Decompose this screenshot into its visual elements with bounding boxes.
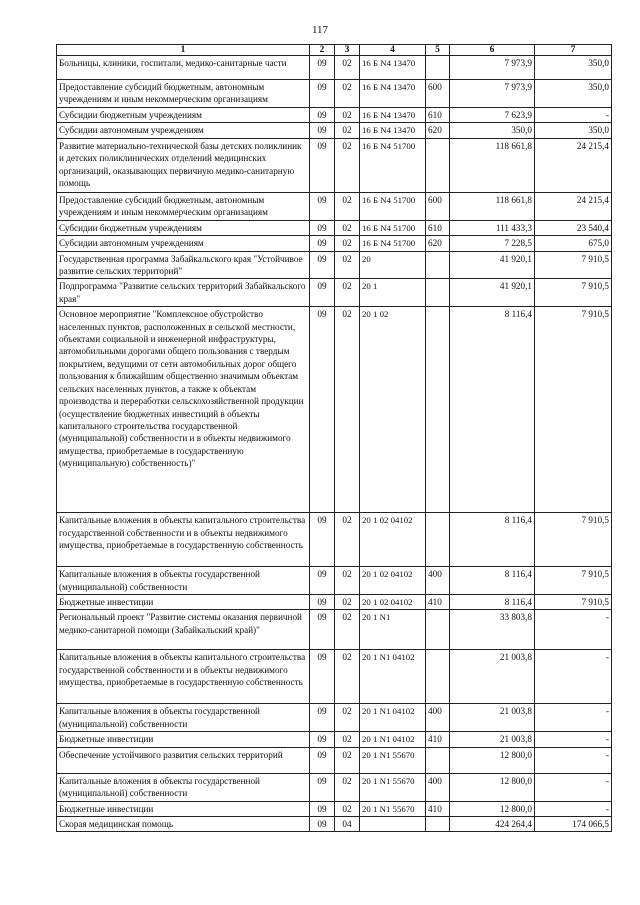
row-subsection-cell: 02 bbox=[335, 236, 360, 251]
row-expense-type-cell: 610 bbox=[426, 220, 450, 235]
row-subsection-cell: 02 bbox=[335, 595, 360, 610]
row-subsection-cell: 02 bbox=[335, 279, 360, 307]
row-subsection-cell: 02 bbox=[335, 801, 360, 816]
table-row bbox=[57, 567, 612, 595]
row-amount-cell: 8 116,4 bbox=[450, 513, 535, 567]
table-row bbox=[57, 108, 612, 123]
row-amount-cell: 12 800,0 bbox=[450, 747, 535, 773]
row-amount-federal-cell: 7 910,5 bbox=[535, 251, 612, 279]
row-section-cell: 09 bbox=[310, 279, 335, 307]
row-amount-cell: 21 003,8 bbox=[450, 732, 535, 747]
row-subsection-cell: 02 bbox=[335, 567, 360, 595]
table-row bbox=[57, 56, 612, 80]
table-row bbox=[57, 192, 612, 220]
row-amount-cell: 8 116,4 bbox=[450, 595, 535, 610]
row-target-article-cell: 20 1 N1 55670 bbox=[360, 773, 426, 801]
page-number: 117 bbox=[311, 24, 329, 36]
row-name-cell: Бюджетные инвестиции bbox=[57, 732, 310, 747]
row-subsection-cell: 02 bbox=[335, 80, 360, 108]
row-section-cell: 09 bbox=[310, 747, 335, 773]
row-target-article-cell: 20 1 02 04102 bbox=[360, 567, 426, 595]
row-subsection-cell: 02 bbox=[335, 307, 360, 513]
row-expense-type-cell: 600 bbox=[426, 192, 450, 220]
header-col-target-article: 4 bbox=[360, 45, 426, 56]
row-section-cell: 09 bbox=[310, 732, 335, 747]
row-amount-federal-cell: - bbox=[535, 747, 612, 773]
row-section-cell: 09 bbox=[310, 236, 335, 251]
row-subsection-cell: 02 bbox=[335, 650, 360, 704]
row-amount-federal-cell: - bbox=[535, 773, 612, 801]
row-name-cell: Основное мероприятие "Комплексное обустройство населенных пунктов, расположенных в сельской местности, объектами социальной и инженерной инфраструктуры, автомобильными дорогами общего пользования с твердым покрытием, ведущими от сети автомобильных дорог общего пользования к ближайшим общественно значимым объектам сельских населенных пунктов, а также к объектам производства и переработки сельскохозяйственной продукции (осуществление бюджетных инвестиций в объекты капитального строительства государственной (муниципальной) собственности и в объекты недвижимого имущества, приобретаемые в государственную (муниципальную) собственность)" bbox=[57, 307, 310, 513]
row-amount-cell: 33 803,8 bbox=[450, 610, 535, 650]
table-row bbox=[57, 816, 612, 831]
row-name-cell: Региональный проект "Развитие системы оказания первичной медико-санитарной помощи (Забайкальский край)" bbox=[57, 610, 310, 650]
row-section-cell: 09 bbox=[310, 650, 335, 704]
row-name-cell: Субсидии автономным учреждениям bbox=[57, 123, 310, 138]
row-amount-cell: 7 973,9 bbox=[450, 80, 535, 108]
row-amount-cell: 41 920,1 bbox=[450, 251, 535, 279]
row-expense-type-cell: 410 bbox=[426, 732, 450, 747]
header-col-section: 2 bbox=[310, 45, 335, 56]
row-target-article-cell: 20 1 N1 04102 bbox=[360, 704, 426, 732]
row-amount-cell: 7 623,9 bbox=[450, 108, 535, 123]
row-section-cell: 09 bbox=[310, 123, 335, 138]
header-col-amount-federal: 7 bbox=[535, 45, 612, 56]
row-target-article-cell: 20 1 02 bbox=[360, 307, 426, 513]
row-target-article-cell: 20 1 N1 04102 bbox=[360, 650, 426, 704]
row-target-article-cell: 16 Б N4 51700 bbox=[360, 220, 426, 235]
row-amount-federal-cell: - bbox=[535, 801, 612, 816]
row-name-cell: Капитальные вложения в объекты государственной (муниципальной) собственности bbox=[57, 567, 310, 595]
header-col-expense-type: 5 bbox=[426, 45, 450, 56]
row-section-cell: 09 bbox=[310, 595, 335, 610]
row-amount-federal-cell: 174 066,5 bbox=[535, 816, 612, 831]
row-expense-type-cell bbox=[426, 650, 450, 704]
row-section-cell: 09 bbox=[310, 251, 335, 279]
row-expense-type-cell bbox=[426, 307, 450, 513]
row-amount-federal-cell: 350,0 bbox=[535, 56, 612, 80]
row-expense-type-cell: 410 bbox=[426, 595, 450, 610]
row-name-cell: Капитальные вложения в объекты капитального строительства государственной собственности и в объекты недвижимого имущества, приобретаемые в государственную собственность bbox=[57, 650, 310, 704]
table-row bbox=[57, 704, 612, 732]
row-amount-federal-cell: 7 910,5 bbox=[535, 567, 612, 595]
row-name-cell: Развитие материально-технической базы детских поликлиник и детских поликлинических отделений медицинских организаций, оказывающих первичную медико-санитарную помощь bbox=[57, 138, 310, 192]
row-section-cell: 09 bbox=[310, 192, 335, 220]
row-subsection-cell: 02 bbox=[335, 220, 360, 235]
row-name-cell: Обеспечение устойчивого развития сельских территорий bbox=[57, 747, 310, 773]
row-target-article-cell: 20 1 bbox=[360, 279, 426, 307]
row-subsection-cell: 02 bbox=[335, 251, 360, 279]
row-subsection-cell: 02 bbox=[335, 123, 360, 138]
row-section-cell: 09 bbox=[310, 567, 335, 595]
row-subsection-cell: 02 bbox=[335, 773, 360, 801]
row-subsection-cell: 04 bbox=[335, 816, 360, 831]
row-subsection-cell: 02 bbox=[335, 610, 360, 650]
row-section-cell: 09 bbox=[310, 816, 335, 831]
row-name-cell: Предоставление субсидий бюджетным, автономным учреждениям и иным некоммерческим организациям bbox=[57, 80, 310, 108]
row-expense-type-cell: 400 bbox=[426, 567, 450, 595]
row-amount-federal-cell: 350,0 bbox=[535, 80, 612, 108]
table-row bbox=[57, 138, 612, 192]
row-amount-federal-cell: - bbox=[535, 610, 612, 650]
budget-table bbox=[56, 44, 612, 832]
row-target-article-cell: 16 Б N4 13470 bbox=[360, 56, 426, 80]
row-name-cell: Капитальные вложения в объекты капитального строительства государственной собственности и в объекты недвижимого имущества, приобретаемые в государственную собственность bbox=[57, 513, 310, 567]
row-name-cell: Субсидии бюджетным учреждениям bbox=[57, 108, 310, 123]
header-col-subsection: 3 bbox=[335, 45, 360, 56]
row-section-cell: 09 bbox=[310, 513, 335, 567]
row-amount-cell: 350,0 bbox=[450, 123, 535, 138]
table-row bbox=[57, 650, 612, 704]
row-section-cell: 09 bbox=[310, 220, 335, 235]
row-target-article-cell: 20 bbox=[360, 251, 426, 279]
row-expense-type-cell: 400 bbox=[426, 773, 450, 801]
row-target-article-cell bbox=[360, 816, 426, 831]
row-section-cell: 09 bbox=[310, 80, 335, 108]
row-target-article-cell: 20 1 N1 55670 bbox=[360, 801, 426, 816]
row-amount-federal-cell: - bbox=[535, 732, 612, 747]
row-amount-cell: 8 116,4 bbox=[450, 307, 535, 513]
row-expense-type-cell bbox=[426, 56, 450, 80]
row-target-article-cell: 16 Б N4 13470 bbox=[360, 80, 426, 108]
row-expense-type-cell bbox=[426, 816, 450, 831]
row-target-article-cell: 20 1 02 04102 bbox=[360, 513, 426, 567]
row-target-article-cell: 20 1 N1 04102 bbox=[360, 732, 426, 747]
table-row bbox=[57, 123, 612, 138]
table-row bbox=[57, 773, 612, 801]
row-target-article-cell: 20 1 N1 bbox=[360, 610, 426, 650]
row-expense-type-cell: 410 bbox=[426, 801, 450, 816]
row-amount-cell: 21 003,8 bbox=[450, 704, 535, 732]
table-row bbox=[57, 513, 612, 567]
row-amount-federal-cell: - bbox=[535, 650, 612, 704]
row-subsection-cell: 02 bbox=[335, 732, 360, 747]
table-row bbox=[57, 307, 612, 513]
row-name-cell: Больницы, клиники, госпитали, медико-санитарные части bbox=[57, 56, 310, 80]
row-name-cell: Капитальные вложения в объекты государственной (муниципальной) собственности bbox=[57, 773, 310, 801]
row-subsection-cell: 02 bbox=[335, 192, 360, 220]
table-row bbox=[57, 747, 612, 773]
row-name-cell: Предоставление субсидий бюджетным, автономным учреждениям и иным некоммерческим организациям bbox=[57, 192, 310, 220]
row-amount-cell: 41 920,1 bbox=[450, 279, 535, 307]
row-expense-type-cell bbox=[426, 747, 450, 773]
row-amount-federal-cell: 350,0 bbox=[535, 123, 612, 138]
row-name-cell: Субсидии бюджетным учреждениям bbox=[57, 220, 310, 235]
row-target-article-cell: 16 Б N4 51700 bbox=[360, 236, 426, 251]
row-amount-federal-cell: 7 910,5 bbox=[535, 307, 612, 513]
row-amount-cell: 424 264,4 bbox=[450, 816, 535, 831]
table-row bbox=[57, 610, 612, 650]
row-expense-type-cell: 610 bbox=[426, 108, 450, 123]
row-target-article-cell: 20 1 02 04102 bbox=[360, 595, 426, 610]
row-target-article-cell: 16 Б N4 13470 bbox=[360, 123, 426, 138]
row-expense-type-cell bbox=[426, 279, 450, 307]
row-amount-federal-cell: 675,0 bbox=[535, 236, 612, 251]
table-row bbox=[57, 595, 612, 610]
row-target-article-cell: 16 Б N4 13470 bbox=[360, 108, 426, 123]
row-subsection-cell: 02 bbox=[335, 747, 360, 773]
row-section-cell: 09 bbox=[310, 307, 335, 513]
row-amount-federal-cell: 24 215,4 bbox=[535, 192, 612, 220]
row-expense-type-cell bbox=[426, 610, 450, 650]
row-name-cell: Государственная программа Забайкальского края "Устойчивое развитие сельских территорий" bbox=[57, 251, 310, 279]
row-section-cell: 09 bbox=[310, 704, 335, 732]
table-row bbox=[57, 279, 612, 307]
row-amount-federal-cell: - bbox=[535, 108, 612, 123]
row-name-cell: Капитальные вложения в объекты государственной (муниципальной) собственности bbox=[57, 704, 310, 732]
row-amount-cell: 111 433,3 bbox=[450, 220, 535, 235]
header-row bbox=[57, 45, 612, 56]
row-amount-federal-cell: 7 910,5 bbox=[535, 513, 612, 567]
row-amount-cell: 118 661,8 bbox=[450, 138, 535, 192]
row-subsection-cell: 02 bbox=[335, 513, 360, 567]
table-row bbox=[57, 801, 612, 816]
row-section-cell: 09 bbox=[310, 138, 335, 192]
row-section-cell: 09 bbox=[310, 773, 335, 801]
row-subsection-cell: 02 bbox=[335, 138, 360, 192]
row-name-cell: Бюджетные инвестиции bbox=[57, 595, 310, 610]
row-subsection-cell: 02 bbox=[335, 56, 360, 80]
row-expense-type-cell bbox=[426, 251, 450, 279]
row-expense-type-cell: 600 bbox=[426, 80, 450, 108]
table-row bbox=[57, 251, 612, 279]
row-target-article-cell: 16 Б N4 51700 bbox=[360, 192, 426, 220]
row-amount-cell: 12 800,0 bbox=[450, 801, 535, 816]
row-amount-federal-cell: 23 540,4 bbox=[535, 220, 612, 235]
row-name-cell: Субсидии автономным учреждениям bbox=[57, 236, 310, 251]
table-row bbox=[57, 80, 612, 108]
row-section-cell: 09 bbox=[310, 610, 335, 650]
row-expense-type-cell bbox=[426, 513, 450, 567]
row-expense-type-cell: 620 bbox=[426, 236, 450, 251]
row-name-cell: Скорая медицинская помощь bbox=[57, 816, 310, 831]
row-subsection-cell: 02 bbox=[335, 704, 360, 732]
row-amount-cell: 21 003,8 bbox=[450, 650, 535, 704]
table-row bbox=[57, 732, 612, 747]
table-row bbox=[57, 220, 612, 235]
row-expense-type-cell: 620 bbox=[426, 123, 450, 138]
row-section-cell: 09 bbox=[310, 801, 335, 816]
row-expense-type-cell bbox=[426, 138, 450, 192]
row-name-cell: Подпрограмма "Развитие сельских территорий Забайкальского края" bbox=[57, 279, 310, 307]
row-amount-federal-cell: 7 910,5 bbox=[535, 595, 612, 610]
row-amount-cell: 12 800,0 bbox=[450, 773, 535, 801]
row-target-article-cell: 20 1 N1 55670 bbox=[360, 747, 426, 773]
row-amount-cell: 118 661,8 bbox=[450, 192, 535, 220]
row-amount-cell: 7 973,9 bbox=[450, 56, 535, 80]
row-amount-federal-cell: - bbox=[535, 704, 612, 732]
row-amount-federal-cell: 7 910,5 bbox=[535, 279, 612, 307]
header-col-amount: 6 bbox=[450, 45, 535, 56]
header-col-name: 1 bbox=[57, 45, 310, 56]
row-expense-type-cell: 400 bbox=[426, 704, 450, 732]
row-target-article-cell: 16 Б N4 51700 bbox=[360, 138, 426, 192]
row-section-cell: 09 bbox=[310, 56, 335, 80]
row-amount-cell: 8 116,4 bbox=[450, 567, 535, 595]
row-amount-cell: 7 228,5 bbox=[450, 236, 535, 251]
row-subsection-cell: 02 bbox=[335, 108, 360, 123]
row-section-cell: 09 bbox=[310, 108, 335, 123]
row-amount-federal-cell: 24 215,4 bbox=[535, 138, 612, 192]
table-row bbox=[57, 236, 612, 251]
row-name-cell: Бюджетные инвестиции bbox=[57, 801, 310, 816]
